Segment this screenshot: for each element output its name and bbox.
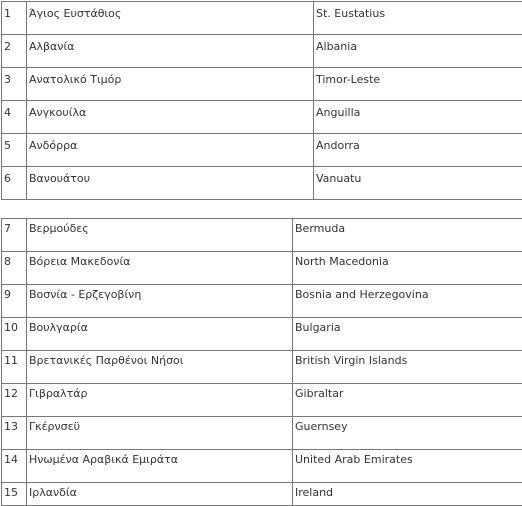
row-number: 6 <box>2 167 27 200</box>
english-name: Anguilla <box>314 101 522 134</box>
english-name: Bulgaria <box>293 318 522 351</box>
greek-name: Βουλγαρία <box>27 318 293 351</box>
table-row <box>2 252 522 285</box>
english-name: United Arab Emirates <box>293 450 522 483</box>
greek-name: Ανδόρρα <box>27 134 314 167</box>
row-number: 12 <box>2 384 27 417</box>
greek-name: Βρετανικές Παρθένοι Νήσοι <box>27 351 293 384</box>
row-number: 3 <box>2 68 27 101</box>
table-row <box>2 351 522 384</box>
table-row <box>2 68 522 101</box>
greek-name: Βανουάτου <box>27 167 314 200</box>
greek-name: Βόρεια Μακεδονία <box>27 252 293 285</box>
greek-name: Γκέρνσεϋ <box>27 417 293 450</box>
table-row <box>2 384 522 417</box>
english-name: British Virgin Islands <box>293 351 522 384</box>
table-row <box>2 450 522 483</box>
table-row <box>2 167 522 200</box>
table-row <box>2 285 522 318</box>
row-number: 7 <box>2 219 27 252</box>
english-name: Bermuda <box>293 219 522 252</box>
country-table-2 <box>1 218 522 506</box>
english-name: North Macedonia <box>293 252 522 285</box>
english-name: Vanuatu <box>314 167 522 200</box>
table-row <box>2 483 522 506</box>
greek-name: Βοσνία - Ερζεγοβίνη <box>27 285 293 318</box>
table-row <box>2 318 522 351</box>
greek-name: Ανγκουίλα <box>27 101 314 134</box>
english-name: Ireland <box>293 483 522 506</box>
country-table-1 <box>1 1 522 200</box>
row-number: 14 <box>2 450 27 483</box>
table-row <box>2 134 522 167</box>
english-name: Bosnia and Herzegovina <box>293 285 522 318</box>
english-name: Gibraltar <box>293 384 522 417</box>
english-name: Timor-Leste <box>314 68 522 101</box>
row-number: 9 <box>2 285 27 318</box>
greek-name: Γιβραλτάρ <box>27 384 293 417</box>
english-name: St. Eustatius <box>314 2 522 35</box>
table-row <box>2 219 522 252</box>
table-row <box>2 101 522 134</box>
english-name: Andorra <box>314 134 522 167</box>
row-number: 2 <box>2 35 27 68</box>
english-name: Albania <box>314 35 522 68</box>
row-number: 1 <box>2 2 27 35</box>
row-number: 5 <box>2 134 27 167</box>
greek-name: Άγιος Ευστάθιος <box>27 2 314 35</box>
english-name: Guernsey <box>293 417 522 450</box>
table-row <box>2 417 522 450</box>
table-row <box>2 35 522 68</box>
greek-name: Ηνωμένα Αραβικά Εμιράτα <box>27 450 293 483</box>
row-number: 4 <box>2 101 27 134</box>
greek-name: Ανατολικό Τιμόρ <box>27 68 314 101</box>
greek-name: Βερμούδες <box>27 219 293 252</box>
row-number: 15 <box>2 483 27 506</box>
greek-name: Αλβανία <box>27 35 314 68</box>
greek-name: Ιρλανδία <box>27 483 293 506</box>
row-number: 11 <box>2 351 27 384</box>
table-row <box>2 2 522 35</box>
row-number: 10 <box>2 318 27 351</box>
row-number: 13 <box>2 417 27 450</box>
row-number: 8 <box>2 252 27 285</box>
